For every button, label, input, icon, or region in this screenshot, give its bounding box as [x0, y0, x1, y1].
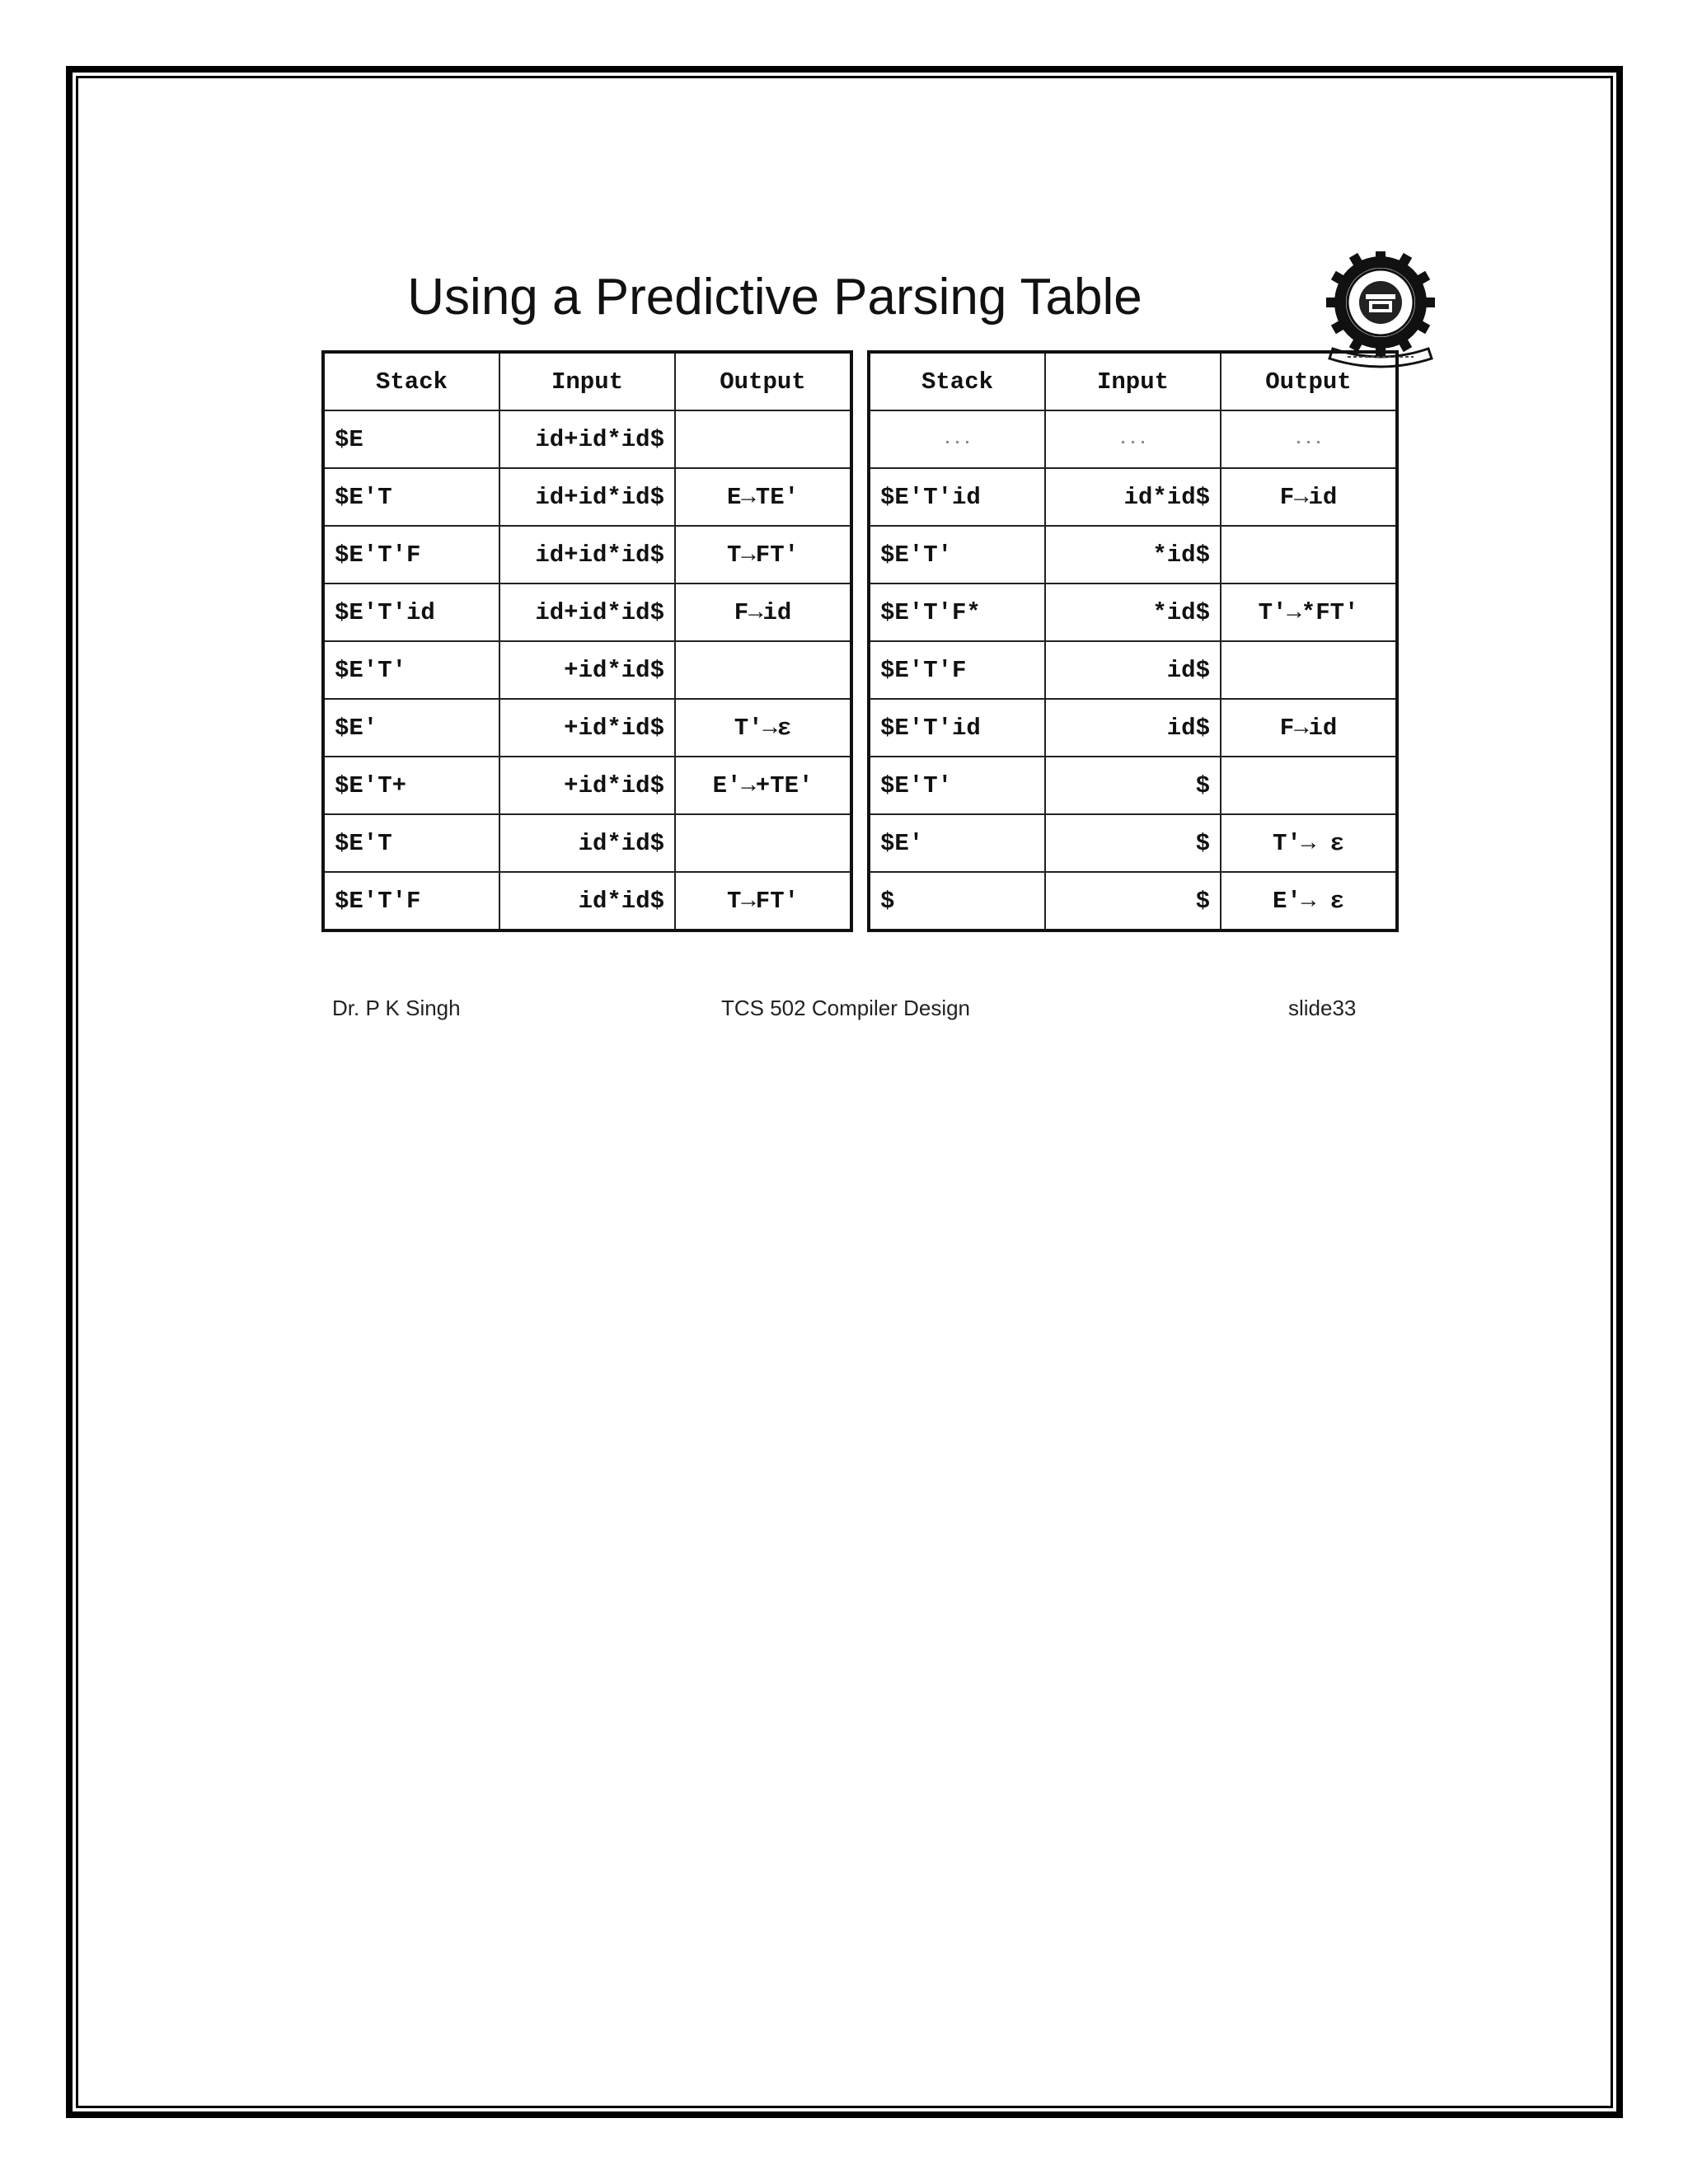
- output-cell: T′→*FT′: [1221, 583, 1397, 641]
- table-row: [323, 410, 851, 468]
- table-row: [323, 699, 851, 757]
- output-cell: F→id: [1221, 468, 1397, 526]
- stack-cell: $E′T′id: [869, 699, 1045, 757]
- output-cell: [675, 641, 851, 699]
- stack-cell: $E′T+: [323, 757, 499, 814]
- input-cell: *id$: [1045, 583, 1221, 641]
- output-cell: [675, 410, 851, 468]
- table-header-row: [869, 352, 1397, 410]
- input-cell: ...: [1045, 410, 1221, 468]
- header-input: Input: [499, 352, 675, 410]
- input-cell: $: [1045, 872, 1221, 930]
- input-cell: id$: [1045, 699, 1221, 757]
- output-cell: [675, 814, 851, 872]
- header-output: Output: [675, 352, 851, 410]
- output-cell: T→FT′: [675, 526, 851, 583]
- stack-cell: ...: [869, 410, 1045, 468]
- stack-cell: $: [869, 872, 1045, 930]
- header-stack: Stack: [869, 352, 1045, 410]
- output-cell: F→id: [1221, 699, 1397, 757]
- footer-author: Dr. P K Singh: [332, 996, 461, 1020]
- table-header-row: [323, 352, 851, 410]
- table-row: [869, 814, 1397, 872]
- header-input: Input: [1045, 352, 1221, 410]
- parsing-table-left: [321, 350, 853, 932]
- table-row: [869, 641, 1397, 699]
- table-row: [869, 699, 1397, 757]
- input-cell: +id*id$: [499, 641, 675, 699]
- table-row: [323, 468, 851, 526]
- input-cell: id*id$: [499, 814, 675, 872]
- table-row: [869, 583, 1397, 641]
- stack-cell: $E: [323, 410, 499, 468]
- header-output: Output: [1221, 352, 1397, 410]
- output-cell: E→TE′: [675, 468, 851, 526]
- table-row: [323, 641, 851, 699]
- input-cell: +id*id$: [499, 757, 675, 814]
- input-cell: +id*id$: [499, 699, 675, 757]
- output-cell: E′→+TE′: [675, 757, 851, 814]
- input-cell: id*id$: [1045, 468, 1221, 526]
- input-cell: *id$: [1045, 526, 1221, 583]
- output-cell: [1221, 757, 1397, 814]
- input-cell: id*id$: [499, 872, 675, 930]
- output-cell: [1221, 641, 1397, 699]
- output-cell: T′→ε: [675, 699, 851, 757]
- stack-cell: $E′T′id: [323, 583, 499, 641]
- input-cell: $: [1045, 814, 1221, 872]
- output-cell: T′→ ε: [1221, 814, 1397, 872]
- output-cell: E′→ ε: [1221, 872, 1397, 930]
- output-cell: T→FT′: [675, 872, 851, 930]
- stack-cell: $E′T′F: [323, 872, 499, 930]
- stack-cell: $E′: [323, 699, 499, 757]
- output-cell: F→id: [675, 583, 851, 641]
- table-row: [323, 583, 851, 641]
- table-row: [323, 872, 851, 930]
- input-cell: id$: [1045, 641, 1221, 699]
- stack-cell: $E′T′F: [869, 641, 1045, 699]
- table-row: [869, 526, 1397, 583]
- stack-cell: $E′T′F*: [869, 583, 1045, 641]
- table-row: [323, 526, 851, 583]
- stack-cell: $E′T′: [323, 641, 499, 699]
- stack-cell: $E′T′: [869, 526, 1045, 583]
- stack-cell: $E′T′id: [869, 468, 1045, 526]
- input-cell: id+id*id$: [499, 526, 675, 583]
- parsing-table-right: [867, 350, 1399, 932]
- header-stack: Stack: [323, 352, 499, 410]
- table-row: [869, 468, 1397, 526]
- footer-slide-number: slide33: [1288, 996, 1357, 1020]
- input-cell: id+id*id$: [499, 468, 675, 526]
- stack-cell: $E′T: [323, 814, 499, 872]
- input-cell: id+id*id$: [499, 410, 675, 468]
- footer-course: TCS 502 Compiler Design: [721, 996, 971, 1020]
- input-cell: id+id*id$: [499, 583, 675, 641]
- table-row: [869, 872, 1397, 930]
- input-cell: $: [1045, 757, 1221, 814]
- slide-title: Using a Predictive Parsing Table: [407, 269, 1142, 326]
- stack-cell: $E′: [869, 814, 1045, 872]
- stack-cell: $E′T′F: [323, 526, 499, 583]
- table-row: [869, 757, 1397, 814]
- stack-cell: $E′T: [323, 468, 499, 526]
- output-cell: ...: [1221, 410, 1397, 468]
- table-row: [323, 814, 851, 872]
- stack-cell: $E′T′: [869, 757, 1045, 814]
- output-cell: [1221, 526, 1397, 583]
- table-row: [323, 757, 851, 814]
- table-row: [869, 410, 1397, 468]
